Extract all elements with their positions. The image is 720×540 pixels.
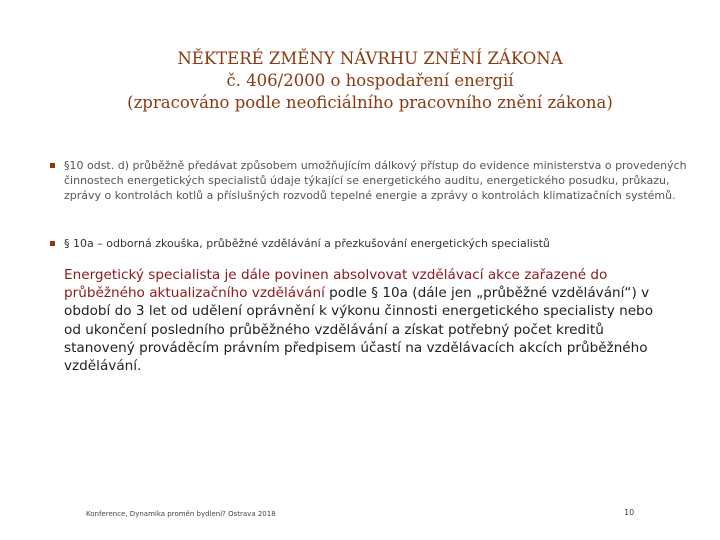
bullet-square-icon: [50, 163, 55, 168]
bullet-item: [50, 236, 690, 251]
title-line-3: (zpracováno podle neoficiálního pracovního znění zákona): [127, 93, 613, 112]
page-number: 10: [624, 508, 635, 517]
title-line-2: č. 406/2000 o hospodaření energií: [226, 71, 514, 90]
title-line-1: NĚKTERÉ ZMĚNY NÁVRHU ZNĚNÍ ZÁKONA: [177, 49, 563, 68]
bullet-item: [50, 158, 690, 203]
bullet-text: § 10a – odborná zkouška, průběžné vzdělávání a přezkušování energetických specialistů: [64, 237, 550, 250]
bullet-square-icon: [50, 241, 55, 246]
paragraph-text: podle § 10a (dále jen „průběžné vzdělávání“) v období do 3 let od udělení oprávnění k výkonu činnosti energetického specialisty nebo od ukončení posledního průběžného vzdělávání a získat potřebný počet kreditů stanovený prováděcím právním předpisem účastí na vzdělávacích akcích průběžného vzdělávání.: [64, 285, 654, 375]
bullet-text: §10 odst. d) průběžně předávat způsobem umožňujícím dálkový přístup do evidence ministerstva o provedených činnostech energetických specialistů údaje týkající se energetického auditu, energetického posudku, průkazu, zprávy o kontrolách kotlů a příslušných rozvodů tepelné energie a zprávy o kontrolách klimatizačních systémů.: [64, 159, 687, 202]
footer-text: Konference, Dynamika proměn bydlení? Ostrava 2018: [86, 510, 276, 518]
highlighted-text: Energetický specialista je dále povinen absolvovat vzdělávací akce zařazené do průběžného aktualizačního vzdělávání: [64, 267, 608, 302]
body-paragraph: [64, 266, 664, 375]
slide-title: [40, 48, 700, 114]
